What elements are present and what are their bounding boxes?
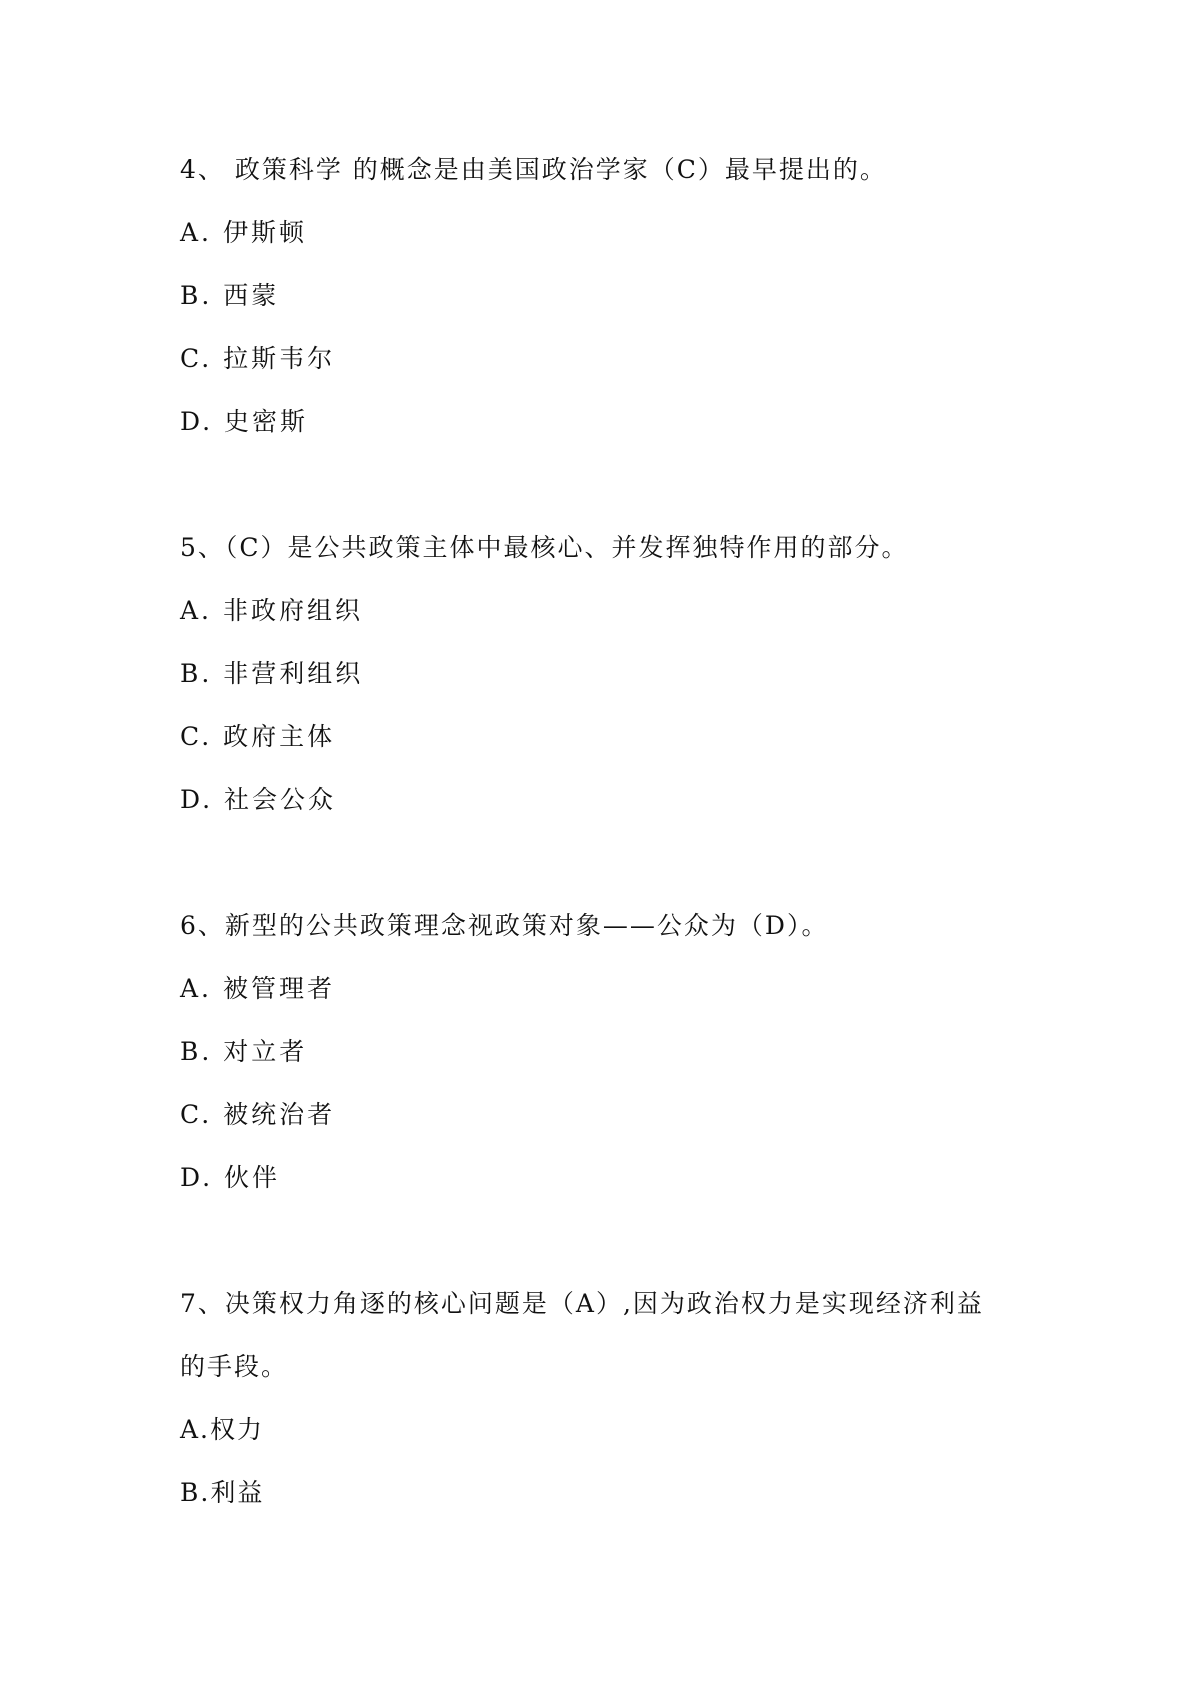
question-6-option-a: A. 被管理者 — [180, 974, 335, 1003]
question-4-option-d: D. 史密斯 — [180, 407, 309, 436]
question-5-option-a: A. 非政府组织 — [180, 596, 363, 625]
question-4-option-b: B. 西蒙 — [180, 281, 280, 310]
question-6-option-b: B. 对立者 — [180, 1037, 308, 1066]
question-7-stem-line-2: 的手段。 — [180, 1352, 289, 1381]
question-7-option-b: B.利益 — [180, 1478, 265, 1507]
question-4-option-c: C. 拉斯韦尔 — [180, 344, 336, 373]
question-6-option-c: C. 被统治者 — [180, 1100, 336, 1129]
question-5-option-b: B. 非营利组织 — [180, 659, 364, 688]
question-7-stem-line-1: 7、决策权力角逐的核心问题是（A）,因为政治权力是实现经济利益 — [180, 1289, 984, 1318]
question-4-stem: 4、 政策科学 的概念是由美国政治学家（C）最早提出的。 — [180, 155, 887, 184]
question-7-option-a: A.权力 — [180, 1415, 265, 1444]
question-4-option-a: A. 伊斯顿 — [180, 218, 307, 247]
question-5-stem: 5、（C）是公共政策主体中最核心、并发挥独特作用的部分。 — [180, 533, 909, 562]
question-6-stem: 6、新型的公共政策理念视政策对象——公众为（D）。 — [180, 911, 829, 940]
question-5-option-c: C. 政府主体 — [180, 722, 336, 751]
question-5-option-d: D. 社会公众 — [180, 785, 337, 814]
question-6-option-d: D. 伙伴 — [180, 1163, 281, 1192]
